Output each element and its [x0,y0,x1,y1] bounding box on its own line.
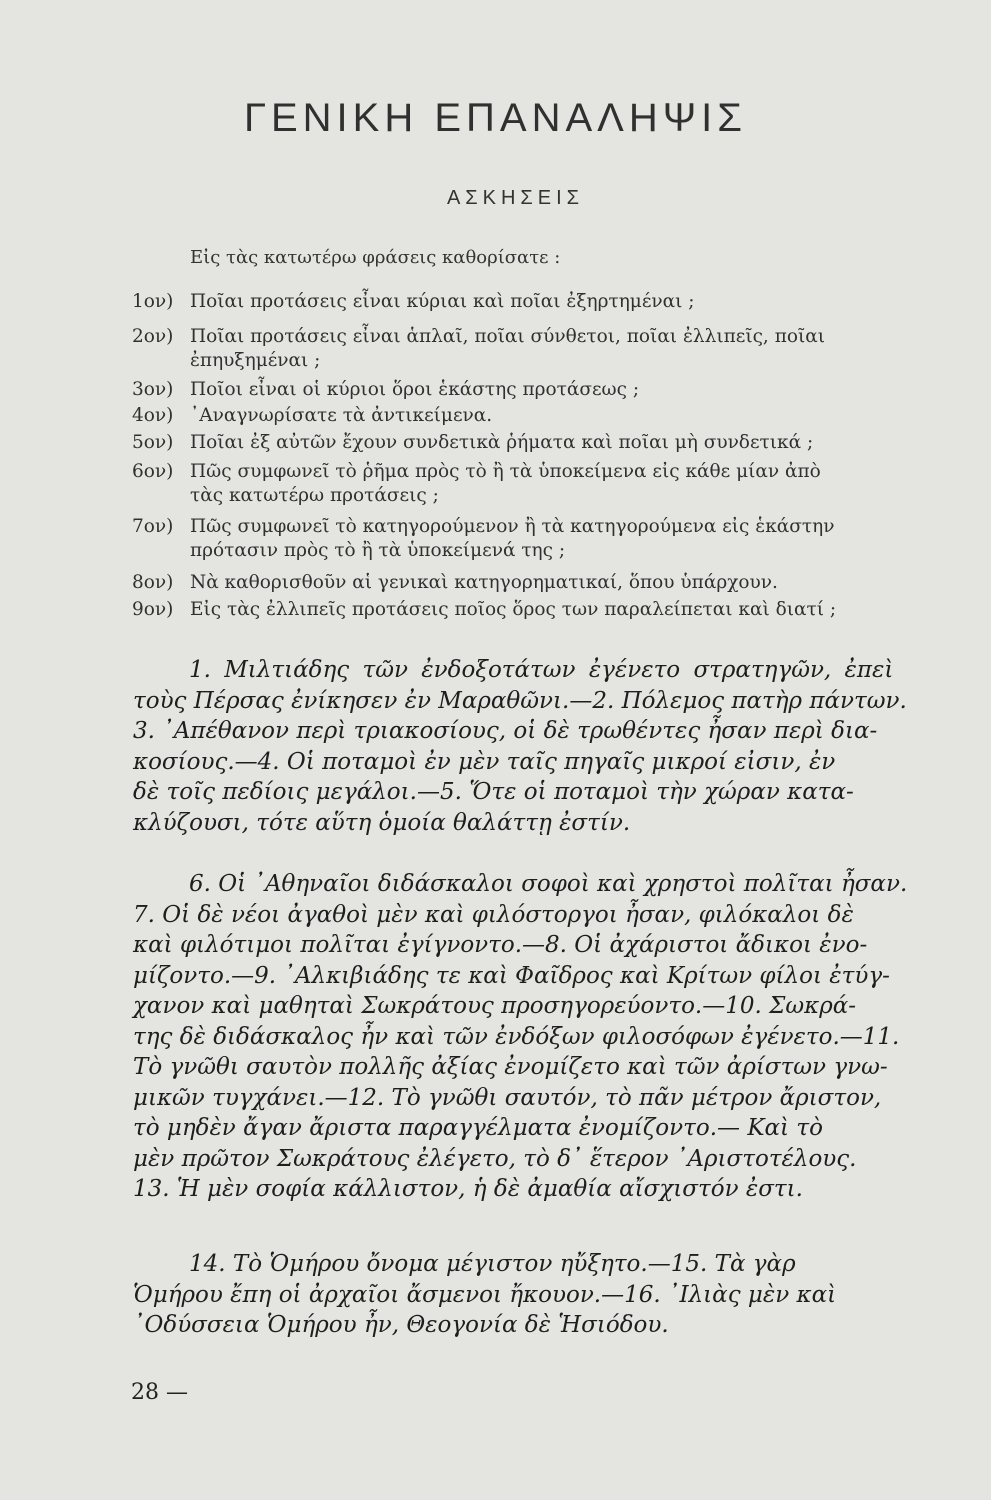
section-subtitle: ΑΣΚΗΣΕΙΣ [446,187,585,209]
question-number: 8ον) [132,572,174,593]
exercise-line: καὶ φιλότιμοι πολῖται ἐγίγνοντο.—8. Οἱ ἀχάριστοι ἄδικοι ἐνο- [133,932,868,958]
question-number: 6ον) [132,461,174,482]
exercise-line: Τὸ γνῶθι σαυτὸν πολλῆς ἀξίας ἐνομίζετο καὶ τῶν ἀρίστων γνω- [133,1054,888,1080]
exercise-paragraph [133,655,907,838]
exercise-line: 14. Τὸ Ὁμήρου ὄνομα μέγιστον ηὔξητο.—15. Τὰ γὰρ [189,1251,796,1277]
exercise-line: της δὲ διδάσκαλος ἦν καὶ τῶν ἐνδόξων φιλοσόφων ἐγένετο.—11. [133,1023,900,1050]
question-text-continuation: ἐπηυξημέναι ; [190,350,321,371]
question-number: 9ον) [132,599,174,620]
question-item [132,571,880,595]
question-item [132,460,880,508]
question-number: 7ον) [132,516,174,537]
exercise-line: μίζοντο.—9. ᾿Αλκιβιάδης τε καὶ Φαῖδρος καὶ Κρίτων φίλοι ἐτύγ- [133,962,890,989]
exercise-line: 3. ᾿Απέθανον περὶ τριακοσίους, οἱ δὲ τρωθέντες ἦσαν περὶ δια- [133,718,878,744]
exercise-paragraph [133,1249,868,1341]
question-text: Ποῖαι προτάσεις εἶναι κύριαι καὶ ποῖαι ἐξηρτημέναι ; [190,291,695,312]
exercise-line: κλύζουσι, τότε αὕτη ὁμοία θαλάττῃ ἐστίν. [133,809,631,836]
question-text: Πῶς συμφωνεῖ τὸ ῥῆμα πρὸς τὸ ἢ τὰ ὑποκείμενα εἰς κάθε μίαν ἀπὸ [190,461,821,482]
question-number: 2ον) [132,326,174,347]
question-number: 1ον) [132,291,174,312]
exercise-line: 13. Ἡ μὲν σοφία κάλλιστον, ἡ δὲ ἀμαθία αἴσχιστόν ἐστι. [133,1176,803,1202]
question-text: Ποῖαι προτάσεις εἶναι ἁπλαῖ, ποῖαι σύνθετοι, ποῖαι ἐλλιπεῖς, ποῖαι [190,326,825,347]
question-number: 4ον) [132,405,174,426]
question-text: Ποῖαι ἐξ αὐτῶν ἔχουν συνδετικὰ ῥήματα καὶ ποῖαι μὴ συνδετικά ; [190,432,814,453]
question-text: Νὰ καθορισθοῦν αἱ γενικαὶ κατηγορηματικαί, ὅπου ὑπάρχουν. [190,572,778,593]
question-item [132,431,880,455]
question-number: 5ον) [132,432,174,453]
exercise-line: μικῶν τυγχάνει.—12. Τὸ γνῶθι σαυτόν, τὸ πᾶν μέτρον ἄριστον, [133,1084,882,1111]
exercise-line: κοσίους.—4. Οἱ ποταμοὶ ἐν μὲν ταῖς πηγαῖς μικροί εἰσιν, ἐν [133,748,836,775]
question-item [132,325,880,373]
question-item [132,598,880,622]
question-text: Εἰς τὰς ἐλλιπεῖς προτάσεις ποῖος ὅρος των παραλείπεται καὶ διατί ; [190,599,837,620]
question-text-continuation: τὰς κατωτέρω προτάσεις ; [190,485,439,506]
page-number: 28 — [131,1380,188,1405]
instructions-intro: Εἰς τὰς κατωτέρω φράσεις καθορίσατε : [190,247,561,268]
exercise-line: χανον καὶ μαθηταὶ Σωκράτους προσηγορεύοντο.—10. Σωκρά- [133,993,857,1019]
question-text: Πῶς συμφωνεῖ τὸ κατηγορούμενον ἢ τὰ κατηγορούμενα εἰς ἑκάστην [190,516,835,537]
exercise-line: τοὺς Πέρσας ἐνίκησεν ἐν Μαραθῶνι.—2. Πόλεμος πατὴρ πάντων. [133,687,907,714]
exercise-line: 7. Οἱ δὲ νέοι ἀγαθοὶ μὲν καὶ φιλόστοργοι ἦσαν, φιλόκαλοι δὲ [133,901,854,928]
question-item [132,290,880,314]
exercise-line: 6. Οἱ ᾿Αθηναῖοι διδάσκαλοι σοφοὶ καὶ χρηστοὶ πολῖται ἦσαν. [189,871,908,897]
exercise-line: τὸ μηδὲν ἄγαν ἄριστα παραγγέλματα ἐνομίζοντο.— Καὶ τὸ [133,1115,823,1141]
exercise-line: μὲν πρῶτον Σωκράτους ἐλέγετο, τὸ δ᾿ ἕτερον ᾿Αριστοτέλους. [133,1145,857,1172]
exercise-paragraph [133,869,908,1205]
exercise-line: 1. Μιλτιάδης τῶν ἐνδοξοτάτων ἐγένετο στρατηγῶν, ἐπεὶ [189,657,894,683]
question-text-continuation: πρότασιν πρὸς τὸ ἢ τὰ ὑποκείμενά της ; [190,540,566,561]
question-item [132,515,880,563]
question-item [132,404,880,428]
exercise-line: ᾿Οδύσσεια Ὁμήρου ἦν, Θεογονία δὲ Ἡσιόδου. [133,1312,669,1338]
question-text: Ποῖοι εἶναι οἱ κύριοι ὅροι ἑκάστης προτάσεως ; [190,379,640,400]
question-text: ᾿Αναγνωρίσατε τὰ ἀντικείμενα. [190,405,493,426]
question-item [132,378,880,402]
exercise-line: Ὁμήρου ἔπη οἱ ἀρχαῖοι ἄσμενοι ἤκουον.—16. ᾿Ιλιὰς μὲν καὶ [133,1281,837,1308]
question-number: 3ον) [132,379,174,400]
exercise-line: δὲ τοῖς πεδίοις μεγάλοι.—5. Ὅτε οἱ ποταμοὶ τὴν χώραν κατα- [133,779,854,805]
page-title: ΓΕΝΙΚΗ ΕΠΑΝΑΛΗΨΙΣ [243,96,748,140]
